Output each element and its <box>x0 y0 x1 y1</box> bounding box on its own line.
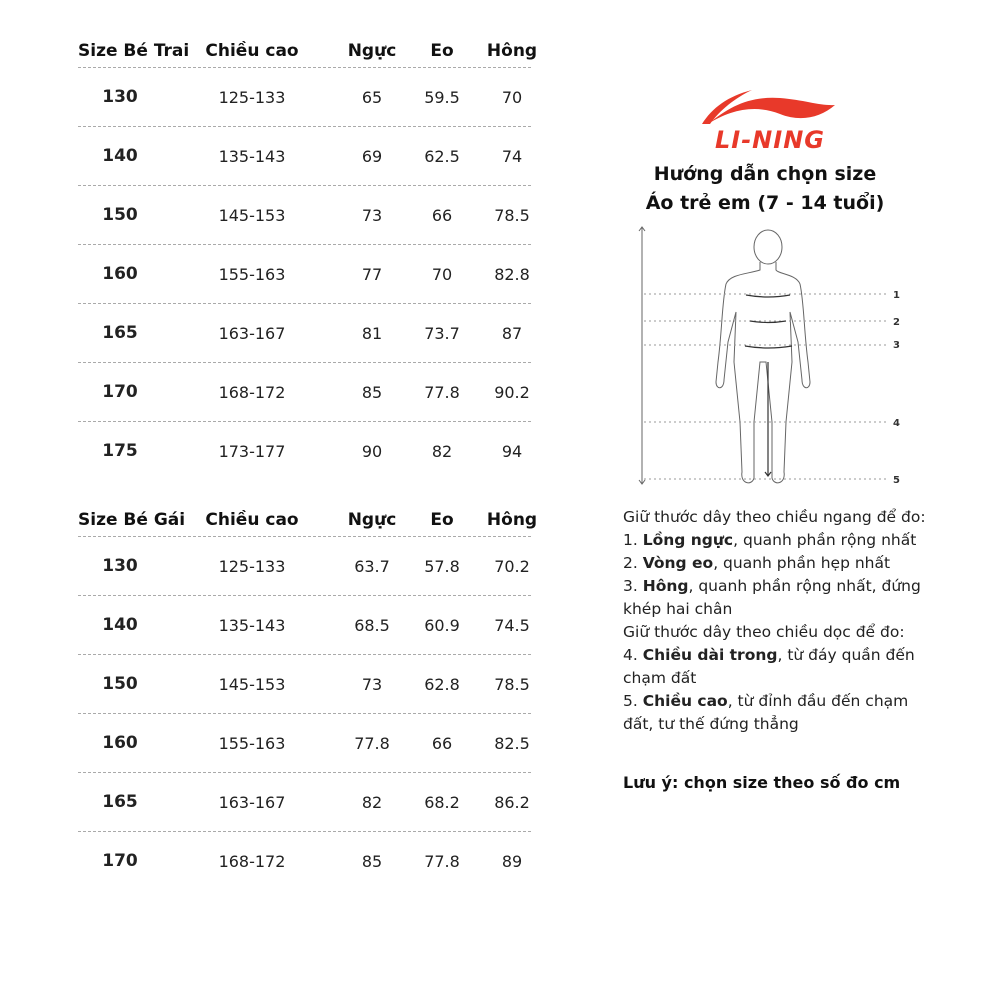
table-cell: 87 <box>501 323 523 343</box>
title-line-1: Hướng dẫn chọn size <box>653 163 877 185</box>
instruction-prefix: 1. <box>623 531 643 549</box>
table-header <box>78 503 538 536</box>
instruction-line <box>623 644 943 690</box>
table-cell: 74.5 <box>494 615 530 635</box>
table-cell: 168-172 <box>218 382 286 402</box>
table-row <box>78 654 531 713</box>
table-cell: 66 <box>431 205 453 225</box>
note: Lưu ý: chọn size theo số đo cm <box>623 773 901 792</box>
table-cell: 135-143 <box>218 615 286 635</box>
table-cell: 145-153 <box>218 674 286 694</box>
table-cell: 170 <box>102 851 138 871</box>
column-header: Chiều cao <box>205 40 299 61</box>
table-cell: 140 <box>102 615 138 635</box>
table-row <box>78 362 531 421</box>
figure-label-4: 4 <box>893 418 900 429</box>
table-cell: 125-133 <box>218 87 286 107</box>
table-row <box>78 244 531 303</box>
table-cell: 89 <box>501 851 523 871</box>
table-row <box>78 185 531 244</box>
instruction-line <box>623 575 943 621</box>
boys-size-table <box>78 34 538 480</box>
column-header: Hông <box>486 509 538 530</box>
figure-label-1: 1 <box>893 290 900 301</box>
table-cell: 70.2 <box>494 556 530 576</box>
table-cell: 168-172 <box>218 851 286 871</box>
table-cell: 90 <box>361 441 383 461</box>
table-cell: 90.2 <box>494 382 530 402</box>
table-cell: 68.5 <box>354 615 390 635</box>
table-row <box>78 831 531 890</box>
title-line-2: Áo trẻ em (7 - 14 tuổi) <box>645 192 885 214</box>
table-cell: 70 <box>431 264 453 284</box>
table-row <box>78 421 531 480</box>
figure-label-2: 2 <box>893 317 900 328</box>
table-cell: 86.2 <box>494 792 530 812</box>
table-cell: 68.2 <box>424 792 460 812</box>
instruction-prefix: Giữ thước dây theo chiều dọc để đo: <box>623 623 905 641</box>
column-header: Ngực <box>347 509 397 530</box>
table-header <box>78 34 538 67</box>
table-cell: 65 <box>361 87 383 107</box>
instruction-text: , quanh phần hẹp nhất <box>713 554 891 572</box>
instruction-line <box>623 621 943 644</box>
figure-label-3: 3 <box>893 340 900 351</box>
instruction-prefix: 5. <box>623 692 643 710</box>
table-cell: 62.5 <box>424 146 460 166</box>
table-row <box>78 713 531 772</box>
table-cell: 165 <box>102 323 138 343</box>
table-cell: 145-153 <box>218 205 286 225</box>
table-cell: 78.5 <box>494 205 530 225</box>
instruction-prefix: 2. <box>623 554 643 572</box>
instruction-term: Lồng ngực <box>642 531 734 549</box>
page-title <box>620 160 910 218</box>
table-cell: 82.8 <box>494 264 530 284</box>
table-cell: 74 <box>501 146 523 166</box>
brand-wordmark: LI-NING <box>715 126 825 154</box>
table-cell: 59.5 <box>424 87 460 107</box>
table-cell: 77.8 <box>354 733 390 753</box>
table-cell: 73.7 <box>424 323 460 343</box>
table-cell: 175 <box>102 441 138 461</box>
girls-size-table <box>78 503 538 890</box>
table-cell: 130 <box>102 87 138 107</box>
table-cell: 150 <box>102 205 138 225</box>
instruction-line <box>623 690 943 736</box>
table-cell: 155-163 <box>218 733 286 753</box>
table-cell: 82.5 <box>494 733 530 753</box>
figure-label-5: 5 <box>893 475 900 486</box>
table-cell: 73 <box>361 674 383 694</box>
li-ning-logo <box>700 88 840 154</box>
table-cell: 77.8 <box>424 851 460 871</box>
instruction-term: Chiều cao <box>642 692 728 710</box>
body-measurement-figure <box>630 222 910 492</box>
table-cell: 85 <box>361 382 383 402</box>
instruction-line <box>623 529 943 552</box>
table-cell: 163-167 <box>218 323 286 343</box>
table-cell: 60.9 <box>424 615 460 635</box>
column-header: Eo <box>430 509 454 530</box>
instruction-line <box>623 552 943 575</box>
table-cell: 57.8 <box>424 556 460 576</box>
table-row <box>78 126 531 185</box>
instruction-term: Chiều dài trong <box>642 646 778 664</box>
table-cell: 163-167 <box>218 792 286 812</box>
table-cell: 140 <box>102 146 138 166</box>
measurement-instructions <box>623 506 943 736</box>
table-cell: 155-163 <box>218 264 286 284</box>
table-cell: 173-177 <box>218 441 286 461</box>
swoosh-icon <box>700 88 840 126</box>
table-cell: 165 <box>102 792 138 812</box>
table-cell: 78.5 <box>494 674 530 694</box>
table-cell: 135-143 <box>218 146 286 166</box>
instruction-term: Vòng eo <box>642 554 714 572</box>
column-header: Size Bé Trai <box>78 40 190 61</box>
instruction-text: , quanh phần rộng nhất, đứng khép hai chân <box>623 577 921 618</box>
table-cell: 69 <box>361 146 383 166</box>
table-row <box>78 67 531 126</box>
instruction-prefix: 3. <box>623 577 643 595</box>
table-cell: 77.8 <box>424 382 460 402</box>
instruction-term: Hông <box>642 577 689 595</box>
table-cell: 82 <box>431 441 453 461</box>
instruction-line <box>623 506 943 529</box>
instruction-text: , từ đáy quần đến chạm đất <box>623 646 915 687</box>
table-cell: 82 <box>361 792 383 812</box>
table-cell: 62.8 <box>424 674 460 694</box>
table-cell: 170 <box>102 382 138 402</box>
table-row <box>78 303 531 362</box>
column-header: Chiều cao <box>205 509 299 530</box>
table-row <box>78 536 531 595</box>
table-row <box>78 595 531 654</box>
table-cell: 160 <box>102 264 138 284</box>
table-cell: 125-133 <box>218 556 286 576</box>
table-cell: 73 <box>361 205 383 225</box>
column-header: Size Bé Gái <box>78 509 186 530</box>
table-cell: 70 <box>501 87 523 107</box>
instruction-prefix: Giữ thước dây theo chiều ngang để đo: <box>623 508 926 526</box>
instruction-text: , quanh phần rộng nhất <box>733 531 917 549</box>
table-cell: 63.7 <box>354 556 390 576</box>
instruction-prefix: 4. <box>623 646 643 664</box>
table-cell: 85 <box>361 851 383 871</box>
table-row <box>78 772 531 831</box>
column-header: Hông <box>486 40 538 61</box>
table-cell: 130 <box>102 556 138 576</box>
table-cell: 81 <box>361 323 383 343</box>
table-cell: 160 <box>102 733 138 753</box>
instruction-text: , từ đỉnh đầu đến chạm đất, tư thế đứng thẳng <box>623 692 909 733</box>
table-cell: 77 <box>361 264 383 284</box>
column-header: Eo <box>430 40 454 61</box>
column-header: Ngực <box>347 40 397 61</box>
table-cell: 94 <box>501 441 523 461</box>
table-cell: 66 <box>431 733 453 753</box>
table-cell: 150 <box>102 674 138 694</box>
